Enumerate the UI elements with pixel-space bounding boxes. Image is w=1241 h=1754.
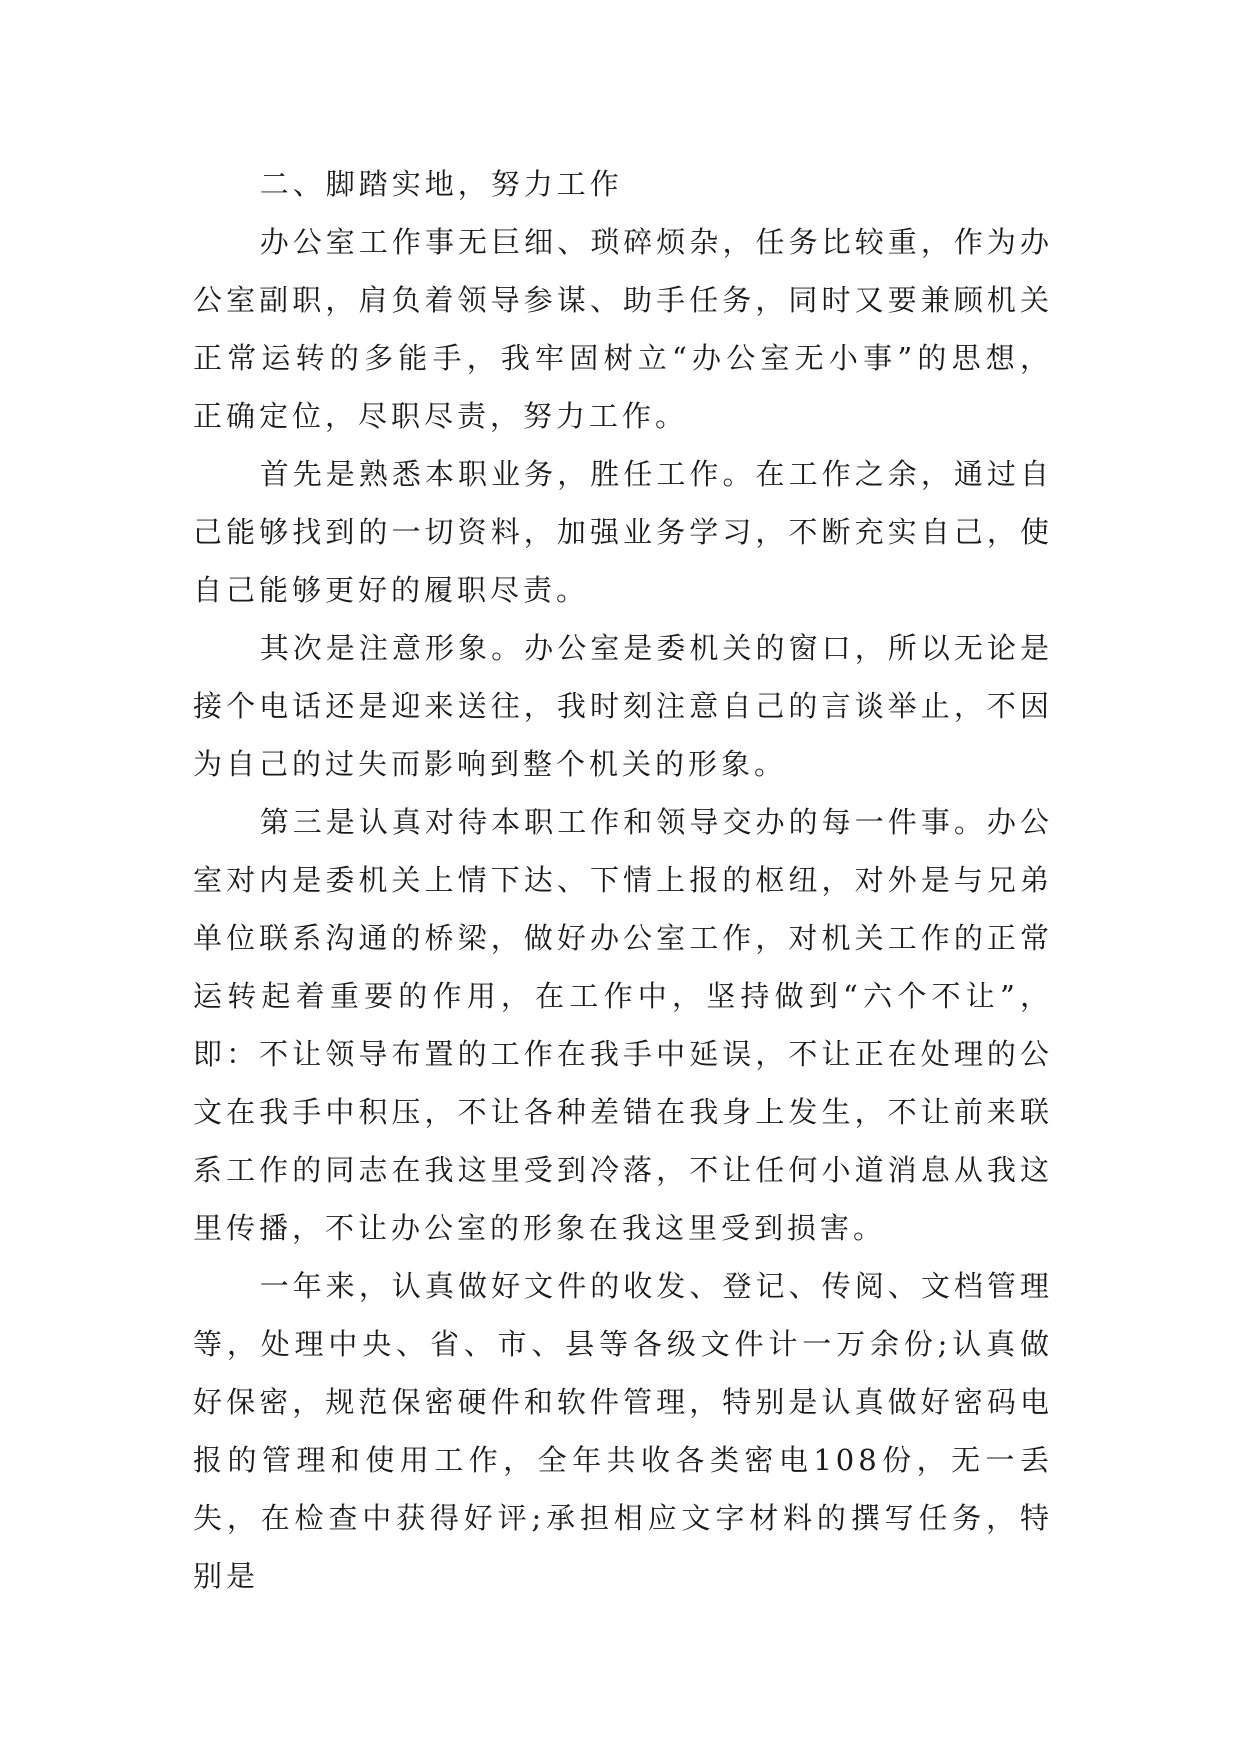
paragraph: 第三是认真对待本职工作和领导交办的每一件事。办公室对内是委机关上情下达、下情上报的枢纽，对外是与兄弟单位联系沟通的桥梁，做好办公室工作，对机关工作的正常运转起着重要的作用，在工作中，坚持做到“六个不让”，即：不让领导布置的工作在我手中延误，不让正在处理的公文在我手中积压，不让各种差错在我身上发生，不让前来联系工作的同志在我这里受到冷落，不让任何小道消息从我这里传播，不让办公室的形象在我这里受到损害。 xyxy=(193,805,1053,1245)
paragraph: 办公室工作事无巨细、琐碎烦杂，任务比较重，作为办公室副职，肩负着领导参谋、助手任务，同时又要兼顾机关正常运转的多能手，我牢固树立“办公室无小事”的思想，正确定位，尽职尽责，努力工作。 xyxy=(193,225,1053,433)
document-body xyxy=(193,155,1053,1605)
paragraph: 首先是熟悉本职业务，胜任工作。在工作之余，通过自己能够找到的一切资料，加强业务学习，不断充实自己，使自己能够更好的履职尽责。 xyxy=(193,457,1053,607)
paragraph: 其次是注意形象。办公室是委机关的窗口，所以无论是接个电话还是迎来送往，我时刻注意自己的言谈举止，不因为自己的过失而影响到整个机关的形象。 xyxy=(193,631,1053,781)
paragraph: 一年来，认真做好文件的收发、登记、传阅、文档管理等，处理中央、省、市、县等各级文件计一万余份;认真做好保密，规范保密硬件和软件管理，特别是认真做好密码电报的管理和使用工作，全年共收各类密电108份，无一丢失，在检查中获得好评;承担相应文字材料的撰写任务，特别是 xyxy=(193,1269,1053,1593)
section-heading: 二、脚踏实地，努力工作 xyxy=(259,167,623,201)
